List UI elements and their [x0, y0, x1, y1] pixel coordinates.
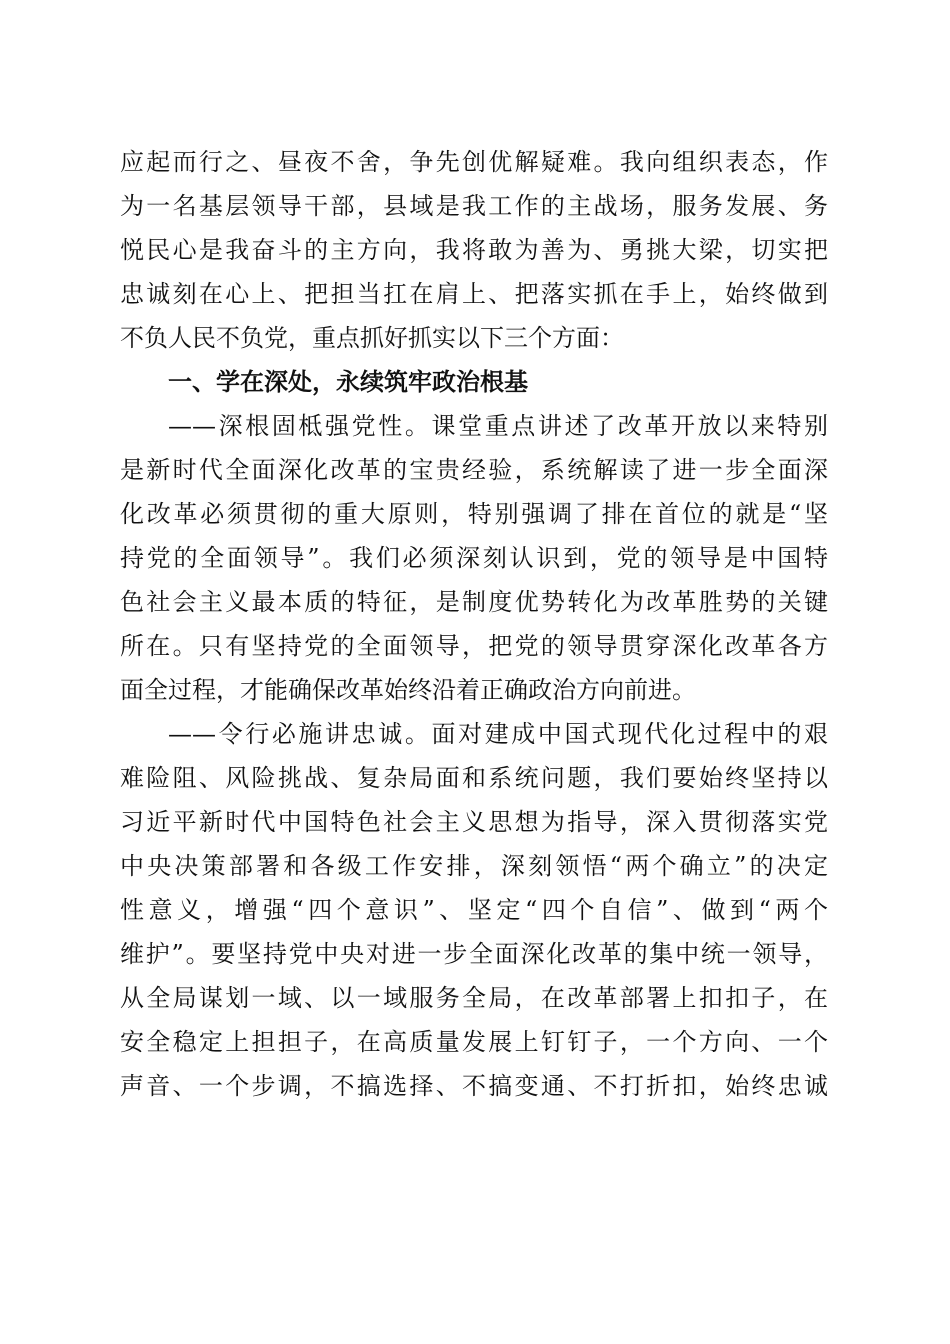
- text-line: 难险阻、风险挑战、复杂局面和系统问题，我们要始终坚持以: [120, 764, 828, 792]
- text-line: 声音、一个步调，不搞选择、不搞变通、不打折扣，始终忠诚: [120, 1072, 828, 1100]
- text-line: ——深根固柢强党性。课堂重点讲述了改革开放以来特别: [168, 412, 828, 440]
- text-line: 中央决策部署和各级工作安排，深刻领悟“两个确立”的决定: [120, 852, 828, 880]
- intro-paragraph: [120, 140, 828, 360]
- text-line: 从全局谋划一域、以一域服务全局，在改革部署上扣扣子，在: [120, 984, 828, 1012]
- body-paragraph-party-spirit: [120, 404, 828, 712]
- text-line: 悦民心是我奋斗的主方向，我将敢为善为、勇挑大梁，切实把: [120, 236, 828, 264]
- text-line: 应起而行之、昼夜不舍，争先创优解疑难。我向组织表态，作: [120, 148, 828, 176]
- text-line: 面全过程，才能确保改革始终沿着正确政治方向前进。: [120, 676, 696, 704]
- text-line: 为一名基层领导干部，县域是我工作的主战场，服务发展、务: [120, 192, 828, 220]
- text-line: 性意义，增强“四个意识”、坚定“四个自信”、做到“两个: [120, 896, 828, 924]
- text-line: 安全稳定上担担子，在高质量发展上钉钉子，一个方向、一个: [120, 1028, 828, 1056]
- text-line: 习近平新时代中国特色社会主义思想为指导，深入贯彻落实党: [120, 808, 828, 836]
- text-line: 不负人民不负党，重点抓好抓实以下三个方面：: [120, 324, 624, 352]
- body-paragraph-loyalty: [120, 712, 828, 1108]
- text-line: 所在。只有坚持党的全面领导，把党的领导贯穿深化改革各方: [120, 632, 828, 660]
- text-line: 色社会主义最本质的特征，是制度优势转化为改革胜势的关键: [120, 588, 828, 616]
- text-line: 维护”。要坚持党中央对进一步全面深化改革的集中统一领导，: [120, 940, 828, 968]
- document-page: [120, 140, 828, 1108]
- text-line: 是新时代全面深化改革的宝贵经验，系统解读了进一步全面深: [120, 456, 828, 484]
- text-line: ——令行必施讲忠诚。面对建成中国式现代化过程中的艰: [168, 720, 828, 748]
- section-heading: 一、学在深处，永续筑牢政治根基: [168, 368, 528, 396]
- text-line: 忠诚刻在心上、把担当扛在肩上、把落实抓在手上，始终做到: [120, 280, 828, 308]
- text-line: 持党的全面领导”。我们必须深刻认识到，党的领导是中国特: [120, 544, 828, 572]
- text-line: 化改革必须贯彻的重大原则，特别强调了排在首位的就是“坚: [120, 500, 828, 528]
